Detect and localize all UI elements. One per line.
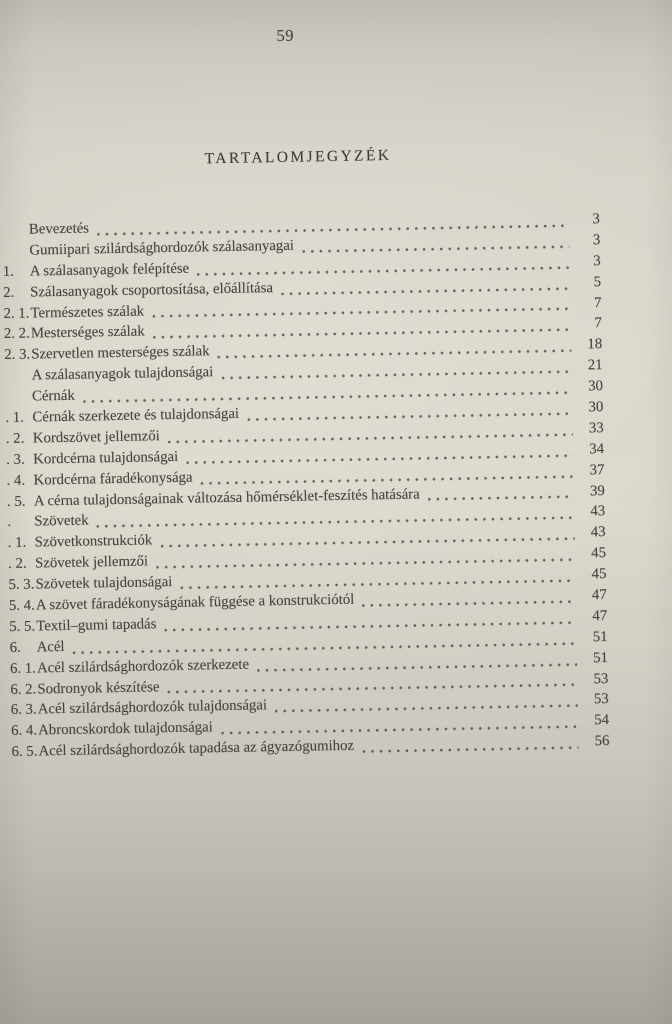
toc-entry-number: 1. [2,263,15,280]
toc-entry-number: 2. 3. [4,346,31,364]
toc-entry-title: A szövet fáradékonyságának függése a konstrukciótól [35,591,355,614]
toc-entry-page: 18 [587,336,603,353]
toc-entry-title: Szövetek tulajdonságai [35,574,173,593]
toc-entry-number: 6. [9,639,21,656]
toc-entry-title: Acél szilárdsághordozók szerkezete [36,656,250,677]
toc-entry-title: Kordszövet jellemzői [32,428,160,447]
toc-entry-title: Acél szilárdsághordozók tapadása az ágyazógumihoz [38,737,355,760]
page-number: 59 [276,25,295,45]
toc-entry-page: 21 [587,357,603,374]
toc-entry-number: 6. 4. [11,722,38,740]
toc-entry-page: 53 [593,691,609,708]
toc-entry-title: Gumiipari szilárdsághordozók szálasanyagai [29,237,295,259]
toc-entry-page: 7 [594,315,602,332]
toc-entry-page: 43 [590,503,606,520]
toc-entry-number: 6. 3. [10,701,37,719]
toc-entry-number: 2. 1. [3,305,30,322]
toc-entry-number: . 2. [7,555,27,573]
toc-entry-page: 39 [589,482,606,499]
toc-entry-page: 51 [592,649,609,667]
toc-entry-title: Acél szilárdsághordozók tulajdonságai [37,697,268,718]
toc-entry-number: 2. [2,284,15,301]
toc-entry-title: Bevezetés [28,220,90,238]
toc-entry-number: . 3. [6,451,25,468]
toc-entry-page: 54 [594,712,610,729]
toc-entry-title: Kordcérna fáradékonysága [33,469,193,489]
toc-entry-page: 34 [589,440,605,458]
toc-entry-title: Acél [36,638,65,656]
toc-entry-page: 53 [593,670,609,687]
toc-entry-title: Cérnák szerkezete és tulajdonságai [32,405,240,426]
toc-entry-number: 5. 4. [8,597,35,615]
toc-entry-title: Kordcérna tulajdonságai [33,448,179,468]
dot-leader [275,703,578,715]
toc-entry-title: A cérna tulajdonságainak változása hőmérséklet-feszítés hatására [33,486,420,510]
toc-list [2,211,610,765]
toc-title: TARTALOMJEGYZÉK [204,146,392,168]
toc-entry-title: Sodronyok készítése [37,678,160,698]
toc-entry-title: Természetes szálak [30,303,145,322]
dot-leader [362,745,579,755]
toc-entry-number: 6. 2. [10,681,37,698]
toc-entry-number: 5. 5. [9,618,36,635]
toc-entry-title: Szövetek [34,512,89,530]
dot-leader [281,285,570,296]
toc-entry-title: A szálasanyagok tulajdonságai [31,364,214,384]
toc-entry-number: . 5. [6,493,26,510]
toc-entry-number: 2. 2. [3,326,30,343]
toc-entry-title: Szövetkonstrukciók [34,532,153,551]
toc-entry-page: 56 [594,733,610,750]
toc-entry-title: A szálasanyagok felépítése [29,260,190,280]
toc-entry-page: 3 [592,231,601,249]
toc-entry-page: 7 [593,294,602,311]
toc-entry-number: . 4. [6,472,26,489]
toc-entry-number: 6. 1. [9,660,37,677]
toc-entry-page: 33 [588,419,604,437]
toc-entry-title: Abroncskordok tulajdonságai [38,719,213,739]
toc-entry-page: 47 [592,607,608,625]
toc-entry-number: 6. 5. [11,743,38,761]
toc-entry-page: 3 [593,252,601,270]
toc-entry-number: . 1. [5,409,25,427]
toc-entry-page: 45 [591,566,607,583]
toc-entry-title: Textil–gumi tapadás [36,616,157,635]
toc-entry-page: 30 [588,399,604,416]
toc-entry-number: . [7,514,12,531]
toc-entry-number: 5. 3. [8,576,35,594]
toc-entry-page: 47 [591,587,607,604]
dot-leader [302,243,569,254]
toc-entry-page: 45 [591,545,607,562]
toc-entry-page: 30 [588,378,604,395]
toc-entry-number: . 2. [5,430,25,447]
toc-entry-page: 3 [592,211,601,228]
toc-entry-page: 37 [589,461,605,479]
dot-leader [362,599,576,609]
toc-entry-title: Szövetek jellemzői [34,553,149,572]
toc-entry-page: 43 [590,524,606,541]
toc-entry-title: Szervetlen mesterséges szálak [31,343,210,363]
toc-entry-page: 51 [592,628,608,646]
toc-entry-page: 5 [593,273,602,290]
toc-entry-title: Cérnák [31,387,75,405]
toc-entry-title: Mesterséges szálak [30,323,145,343]
dot-leader [428,494,574,503]
toc-entry-title: Szálasanyagok csoportosítása, előállítása [29,279,274,301]
toc-entry-number: . 1. [7,535,27,552]
